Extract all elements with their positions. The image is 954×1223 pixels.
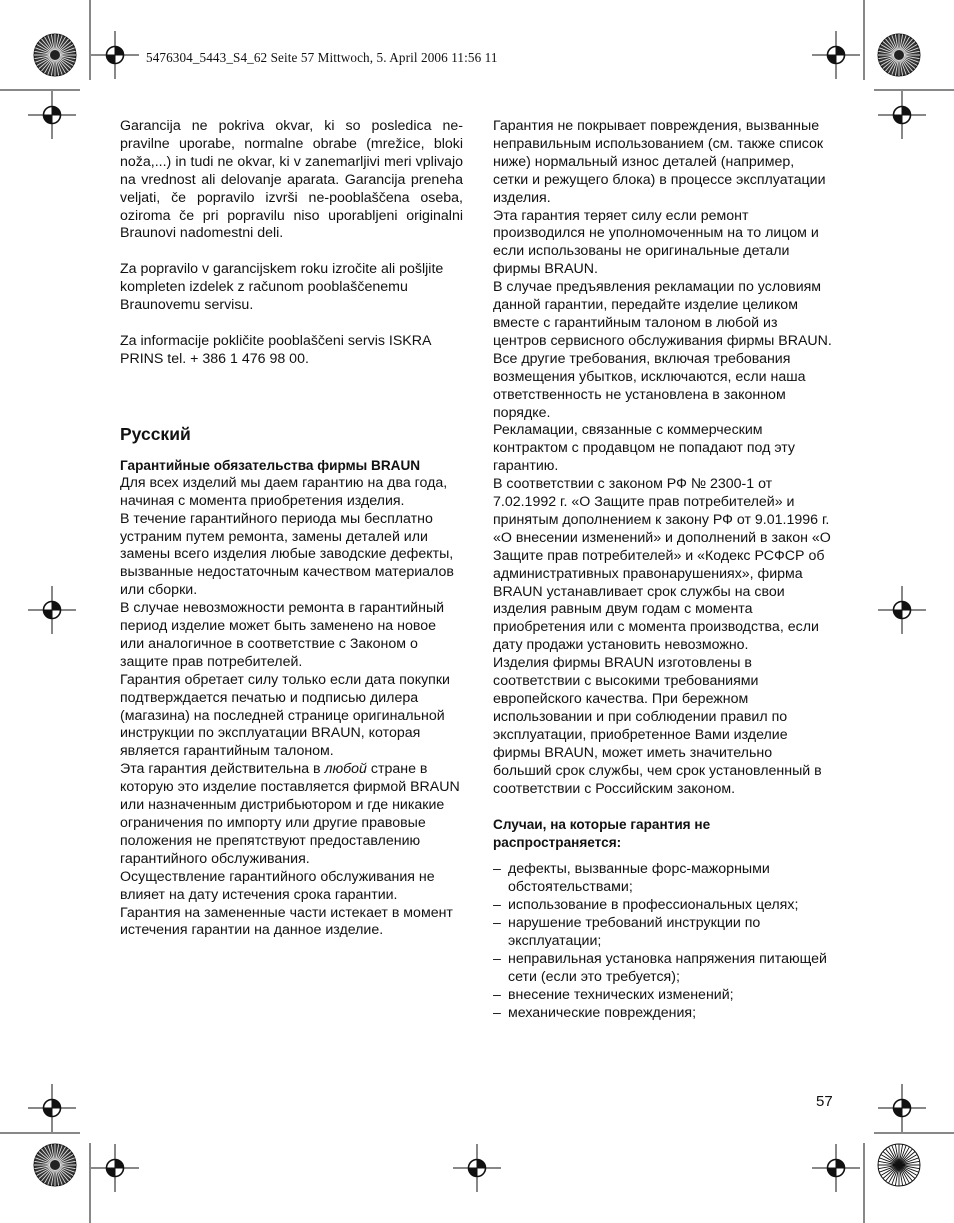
right-paragraph-5: Рекламации, связанные с коммерческим контрактом с продавцом не попадают под эту гарантию.: [493, 422, 796, 475]
starburst-mark: [34, 34, 76, 76]
crosshair-mark: [878, 91, 926, 139]
list-item: – использование в профессиональных целях;: [493, 897, 799, 914]
crosshair-mark: [28, 91, 76, 139]
right-paragraph-1: Гарантия не покрывает повреждения, вызванные неправильным использованием (см. также список ниже) нормальный износ деталей (например, сетки и режущего блока) в процессе эксплуатации изделия.: [493, 118, 826, 206]
right-paragraph-4: Все другие требования, включая требования возмещения убытков, исключаются, если наша ответственность не установлена в законном порядке.: [493, 350, 806, 421]
right-paragraph-7: Изделия фирмы BRAUN изготовлены в соответствии с высокими требованиями европейского качества. При бережном использовании и при соблюдении правил по эксплуатации, приобретенное Вами изделие фирмы BRAUN, может иметь значительно больший срок службы, чем срок установленный в соответствии с Российским законом.: [493, 655, 822, 797]
validity-text-end: стране в которую это изделие поставляется фирмой BRAUN или назначенным дистрибьютором и где никакие ограничения по импорту или другие правовые положения не препятствуют предоставлению гарантийного обслуживания.: [120, 761, 460, 867]
russian-paragraph-3: В случае невозможности ремонта в гарантийный период изделие может быть заменено на новое или аналогичное в соответствие с Законом о защите прав потребителей.: [120, 600, 445, 670]
starburst-mark: [878, 1144, 920, 1186]
crosshair-mark: [28, 1084, 76, 1132]
crosshair-mark: [878, 586, 926, 634]
list-dash: –: [493, 1004, 501, 1021]
russian-paragraph-7: Гарантия на замененные части истекает в момент истечения гарантии на данное изделие.: [120, 904, 453, 939]
list-dash: –: [493, 986, 501, 1003]
list-item: – механические повреждения;: [493, 1004, 697, 1021]
exclusions-list: [493, 861, 833, 1022]
russian-paragraph-6: Осуществление гарантийного обслуживания не влияет на дату истечения срока гарантии.: [120, 868, 435, 903]
russian-paragraph-2: В течение гарантийного периода мы бесплатно устраним путем ремонта, замены деталей или замены всего изделия любые заводские дефекты, вызванные недостаточным качеством материалов или сборки.: [120, 510, 454, 599]
list-dash: –: [493, 897, 501, 914]
starburst-mark: [878, 34, 920, 76]
starburst-mark: [34, 1144, 76, 1186]
crosshair-mark: [28, 586, 76, 634]
slovenian-paragraph-3: Za informacije pokličite pooblaščeni servis ISKRA PRINS tel. + 386 1 476 98 00.: [120, 333, 431, 367]
list-dash: –: [493, 914, 501, 931]
list-item: – дефекты, вызванные форс-мажорными обстоятельствами;: [493, 861, 770, 896]
crosshair-mark: [812, 1144, 860, 1192]
crosshair-mark: [91, 31, 139, 79]
russian-paragraph-validity: [120, 761, 463, 868]
russian-paragraph-1: Для всех изделий мы даем гарантию на два года, начиная с момента приобретения изделия.: [120, 474, 448, 509]
slovenian-paragraph-1: Garancija ne pokriva okvar, ki so posledica ne-pravilne uporabe, normalne obrabe (mrežice, bloki noža,...) in tudi ne okvar, ki v zanemarljivi meri vplivajo na vrednost ali delovanje aparata. Garancija preneha veljati, če popravilo izvrši ne-pooblaščena oseba, oziroma če pri popravilu niso uporabljeni originalni Braunovi nadomestni deli.: [120, 118, 463, 242]
crosshair-mark: [812, 31, 860, 79]
crosshair-mark: [453, 1144, 501, 1192]
print-header: 5476304_5443_S4_62 Seite 57 Mittwoch, 5. April 2006 11:56 11: [146, 50, 498, 65]
left-column: [120, 118, 463, 940]
validity-text-start: Эта гарантия действительна в: [120, 761, 325, 778]
validity-text-italic: любой: [324, 761, 367, 778]
list-dash: –: [493, 861, 501, 878]
right-paragraph-6: В соответствии с законом РФ № 2300-1 от 7.02.1992 г. «О Защите прав потребителей» и принятым дополнением к закону РФ от 9.01.1996 г. «О внесении изменений» и дополнений в закон «О Защите прав потребителей» и «Кодекс РСФСР об административных правонарушениях», фирма BRAUN устанавливает срок службы на свои изделия равным двум годам с момента приобретения или с момента производства, если дату продажи установить невозможно.: [493, 476, 831, 654]
right-column: [493, 118, 833, 1022]
list-item: – нарушение требований инструкции по эксплуатации;: [493, 914, 761, 949]
exclusions-title: Случаи, на которые гарантия не распространяется:: [493, 817, 711, 851]
right-paragraph-2: Эта гарантия теряет силу если ремонт производился не уполномоченным на то лицом и если использованы не оригинальные детали фирмы BRAUN.: [493, 207, 819, 278]
slovenian-paragraph-2: Za popravilo v garancijskem roku izročite ali pošljite kompleten izdelek z računom pooblaščenemu Braunovemu servisu.: [120, 261, 444, 314]
crosshair-mark: [878, 1084, 926, 1132]
right-paragraph-3: В случае предъявления рекламации по условиям данной гарантии, передайте изделие целиком вместе с гарантийным талоном в любой из центров сервисного обслуживания фирмы BRAUN.: [493, 279, 832, 349]
list-item: – внесение технических изменений;: [493, 986, 734, 1003]
section-title-russian: Русский: [120, 423, 191, 444]
warranty-subtitle: Гарантийные обязательства фирмы BRAUN: [120, 457, 421, 473]
crosshair-mark: [91, 1144, 139, 1192]
page-number: 57: [816, 1093, 833, 1110]
list-item: – неправильная установка напряжения питающей сети (если это требуется);: [493, 950, 827, 985]
russian-paragraph-4: Гарантия обретает силу только если дата покупки подтверждается печатью и подписью дилера (магазина) на последней странице оригинальной инструкции по эксплуатации BRAUN, которая является гарантийным талоном.: [120, 671, 450, 760]
list-dash: –: [493, 950, 501, 967]
